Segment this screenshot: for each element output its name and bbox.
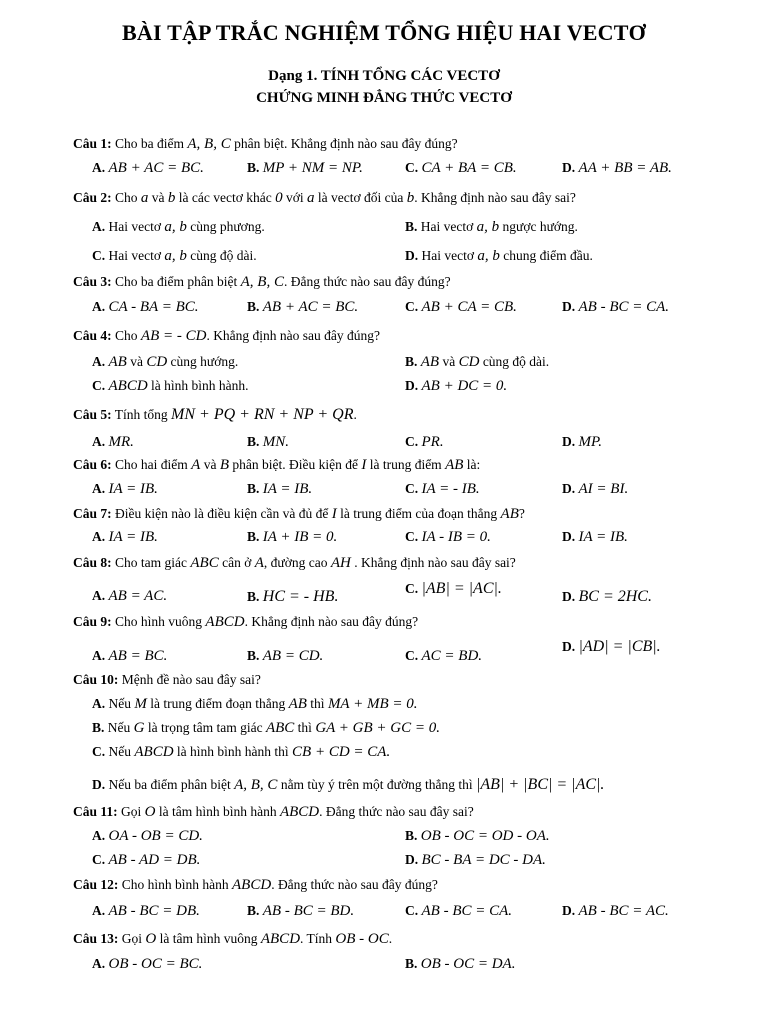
math-expression: IA = IB. <box>578 529 628 545</box>
option-letter: A. <box>92 696 106 711</box>
option-letter: D. <box>405 248 419 263</box>
question-label: Câu 3: <box>73 274 112 289</box>
option-letter: A. <box>92 828 106 843</box>
math-expression: OB - OC = BC. <box>108 956 203 972</box>
option-text: Hai vectơ <box>420 219 474 234</box>
option-text: thì <box>297 720 312 735</box>
question-text: phân biệt. Điều kiện để <box>232 457 358 472</box>
question-12-option-c <box>405 903 512 920</box>
question-2-option-b <box>405 219 578 236</box>
question-8-option-a <box>92 588 167 605</box>
option-text: cùng phương. <box>190 219 265 234</box>
question-12-option-b <box>247 903 354 920</box>
math-expression: M <box>134 696 147 712</box>
question-2-option-d <box>405 248 593 265</box>
question-text: . Đẳng thức nào sau đây sai? <box>319 804 474 819</box>
question-9-option-d <box>562 638 661 656</box>
question-text: Mệnh đề nào sau đây sai? <box>121 672 261 687</box>
math-expression: AB <box>445 457 464 473</box>
math-expression: CD <box>146 354 168 370</box>
question-8-option-c <box>405 580 502 598</box>
math-expression: |AD| = |CB|. <box>578 638 661 655</box>
question-text: . Khẳng định nào sau đây đúng? <box>244 614 419 629</box>
math-expression: AB + AC = BC. <box>262 299 359 315</box>
question-text: ? <box>518 506 525 521</box>
question-8 <box>73 555 516 572</box>
option-letter: A. <box>92 529 106 544</box>
option-text: Hai vectơ <box>108 219 161 234</box>
option-letter: D. <box>405 852 419 867</box>
question-text: Gọi <box>121 931 143 946</box>
math-expression: MP. <box>578 434 602 450</box>
question-9-option-c <box>405 648 482 665</box>
option-letter: C. <box>92 378 106 393</box>
question-4-option-a <box>92 354 238 371</box>
option-letter: B. <box>405 828 418 843</box>
question-10-option-c <box>92 744 390 761</box>
option-text: cùng độ dài. <box>190 248 257 263</box>
math-expression: AI = BI. <box>578 481 629 497</box>
option-text: Hai vectơ <box>421 248 474 263</box>
question-1-option-d <box>562 160 672 177</box>
question-label: Câu 8: <box>73 555 112 570</box>
math-expression: CB + CD = CA. <box>292 744 391 760</box>
question-6-option-a <box>92 481 158 498</box>
math-expression: a, b <box>164 219 187 235</box>
option-text: Nếu <box>108 696 131 711</box>
question-label: Câu 1: <box>73 136 112 151</box>
math-expression: b <box>406 190 415 206</box>
math-expression: I <box>361 457 367 473</box>
option-letter: C. <box>405 648 419 663</box>
question-6-option-b <box>247 481 312 498</box>
option-letter: C. <box>405 434 419 449</box>
math-expression: a, b <box>477 248 500 264</box>
question-label: Câu 10: <box>73 672 119 687</box>
option-letter: A. <box>92 160 106 175</box>
option-letter: B. <box>405 956 418 971</box>
math-expression: ABCD <box>205 614 245 630</box>
option-letter: C. <box>405 529 419 544</box>
question-6-option-c <box>405 481 480 498</box>
math-expression: PR. <box>421 434 444 450</box>
question-3-option-d <box>562 299 669 316</box>
option-letter: A. <box>92 354 106 369</box>
math-expression: AA + BB = AB. <box>578 160 672 176</box>
option-text: là trung điểm đoạn thẳng <box>150 696 286 711</box>
question-11 <box>73 804 474 821</box>
question-text: là tâm hình vuông <box>159 931 258 946</box>
math-expression: a, b <box>164 248 187 264</box>
question-4 <box>73 328 380 345</box>
question-text: Cho tam giác <box>115 555 187 570</box>
math-expression: AB <box>108 354 127 370</box>
question-9-option-a <box>92 648 167 665</box>
question-5-option-b <box>247 434 289 451</box>
option-text: cùng hướng. <box>170 354 239 369</box>
math-expression: A <box>191 457 201 473</box>
math-expression: B <box>219 457 229 473</box>
math-expression: OB - OC <box>335 931 389 947</box>
question-text: Cho hình bình hành <box>121 877 229 892</box>
section-subtitle-1: Dạng 1. TÍNH TỔNG CÁC VECTƠ <box>268 68 500 84</box>
math-expression: IA = IB. <box>108 529 158 545</box>
option-text: là hình bình hành thì <box>176 744 289 759</box>
math-expression: AB <box>288 696 307 712</box>
option-text: và <box>130 354 143 369</box>
math-expression: OB - OC = DA. <box>420 956 516 972</box>
math-expression: a <box>307 190 315 206</box>
option-letter: D. <box>92 777 106 792</box>
option-text: Nếu <box>108 744 131 759</box>
question-8-option-d <box>562 588 652 606</box>
question-9-option-b <box>247 648 323 665</box>
math-expression: MP + NM = NP. <box>262 160 363 176</box>
question-text: . Đẳng thức nào sau đây đúng? <box>271 877 438 892</box>
question-label: Câu 6: <box>73 457 112 472</box>
math-expression: A <box>254 555 264 571</box>
question-text: và <box>151 190 165 205</box>
math-expression: MN + PQ + RN + NP + QR <box>171 406 354 423</box>
math-expression: O <box>144 804 156 820</box>
question-7 <box>73 506 525 523</box>
question-text: , đường cao <box>263 555 328 570</box>
question-3-option-a <box>92 299 199 316</box>
math-expression: AB <box>500 506 519 522</box>
option-letter: B. <box>247 589 260 604</box>
option-letter: B. <box>405 354 418 369</box>
question-text: . Khẳng định nào sau đây đúng? <box>206 328 381 343</box>
option-letter: D. <box>562 529 576 544</box>
math-expression: IA = - IB. <box>421 481 480 497</box>
option-letter: A. <box>92 956 106 971</box>
option-text: thì <box>310 696 325 711</box>
question-3-option-b <box>247 299 358 316</box>
math-expression: BC = 2HC. <box>578 588 652 605</box>
option-letter: C. <box>405 160 419 175</box>
math-expression: CA - BA = BC. <box>108 299 199 315</box>
option-letter: D. <box>562 481 576 496</box>
math-expression: A, B, C <box>187 136 231 152</box>
math-expression: AB = - CD <box>140 328 207 344</box>
math-expression: a <box>140 190 149 206</box>
question-text: là tâm hình bình hành <box>158 804 277 819</box>
question-4-option-c <box>92 378 249 395</box>
option-letter: C. <box>405 903 419 918</box>
question-text: . Tính <box>300 931 333 946</box>
math-expression: AB - BC = CA. <box>578 299 670 315</box>
question-label: Câu 7: <box>73 506 112 521</box>
math-expression: A, B, C <box>240 274 284 290</box>
question-13 <box>73 931 392 948</box>
question-text: Cho ba điểm phân biệt <box>115 274 238 289</box>
question-text: phân biệt. Khẳng định nào sau đây đúng? <box>234 136 458 151</box>
question-1 <box>73 136 458 153</box>
option-text: nằm tùy ý trên một đường thẳng thì <box>280 777 473 792</box>
question-text: Cho <box>115 190 138 205</box>
option-letter: D. <box>562 903 576 918</box>
option-letter: C. <box>405 581 419 596</box>
question-text: là trung điểm <box>369 457 442 472</box>
question-text: với <box>285 190 304 205</box>
math-expression: GA + GB + GC = 0. <box>315 720 440 736</box>
question-text: Cho hai điểm <box>115 457 188 472</box>
math-expression: AB - BC = BD. <box>262 903 355 919</box>
math-expression: AB - BC = DB. <box>108 903 200 919</box>
question-2-option-a <box>92 219 265 236</box>
question-7-option-c <box>405 529 491 546</box>
question-10-option-b <box>92 720 440 737</box>
question-4-option-b <box>405 354 549 371</box>
question-13-option-a <box>92 956 202 973</box>
option-letter: B. <box>247 903 260 918</box>
question-12 <box>73 877 438 894</box>
question-11-option-d <box>405 852 546 869</box>
question-10-option-a <box>92 696 417 713</box>
question-label: Câu 13: <box>73 931 119 946</box>
math-expression: A, B, C <box>234 777 278 793</box>
option-letter: A. <box>92 299 106 314</box>
question-7-option-d <box>562 529 628 546</box>
page-title: BÀI TẬP TRẮC NGHIỆM TỔNG HIỆU HAI VECTƠ <box>122 20 646 45</box>
question-text: là vectơ đối của <box>317 190 404 205</box>
option-letter: B. <box>247 529 260 544</box>
option-text: Hai vectơ <box>108 248 161 263</box>
option-letter: A. <box>92 434 106 449</box>
question-3-option-c <box>405 299 517 316</box>
question-label: Câu 5: <box>73 407 112 422</box>
option-letter: C. <box>405 299 419 314</box>
math-expression: O <box>145 931 157 947</box>
option-letter: C. <box>92 852 106 867</box>
question-5 <box>73 406 357 424</box>
question-11-option-b <box>405 828 550 845</box>
question-10 <box>73 672 261 688</box>
math-expression: AB - BC = AC. <box>578 903 669 919</box>
math-expression: CD <box>458 354 480 370</box>
math-expression: b <box>167 190 176 206</box>
math-expression: MA + MB = 0. <box>327 696 418 712</box>
math-expression: MR. <box>108 434 134 450</box>
question-label: Câu 2: <box>73 190 112 205</box>
math-expression: 0 <box>275 190 283 206</box>
question-label: Câu 9: <box>73 614 112 629</box>
math-expression: a, b <box>476 219 500 235</box>
option-letter: B. <box>247 299 260 314</box>
option-letter: A. <box>92 648 106 663</box>
option-letter: D. <box>562 434 576 449</box>
question-1-option-a <box>92 160 204 177</box>
math-expression: IA + IB = 0. <box>262 529 338 545</box>
question-9 <box>73 614 418 631</box>
option-letter: B. <box>92 720 105 735</box>
math-expression: AB = BC. <box>108 648 168 664</box>
option-text: và <box>442 354 456 369</box>
math-expression: ABCD <box>134 744 174 760</box>
question-label: Câu 11: <box>73 804 118 819</box>
question-12-option-d <box>562 903 669 920</box>
question-text: Tính tổng <box>114 407 168 422</box>
math-expression: ABCD <box>279 804 320 820</box>
option-letter: B. <box>247 481 260 496</box>
math-expression: ABCD <box>232 877 272 893</box>
question-text: Cho <box>115 328 138 343</box>
math-expression: HC = - HB. <box>262 588 339 605</box>
question-label: Câu 4: <box>73 328 112 343</box>
option-letter: D. <box>562 639 576 654</box>
question-text: là các vectơ khác <box>178 190 272 205</box>
option-letter: C. <box>92 248 106 263</box>
math-expression: IA = IB. <box>108 481 158 497</box>
option-letter: D. <box>562 589 576 604</box>
question-6-option-d <box>562 481 628 498</box>
option-letter: A. <box>92 588 106 603</box>
question-text: Cho ba điểm <box>115 136 185 151</box>
option-text: là hình bình hành. <box>151 378 249 393</box>
question-text: . <box>388 931 393 946</box>
math-expression: IA - IB = 0. <box>421 529 491 545</box>
question-2 <box>73 190 576 207</box>
math-expression: |AB| = |AC|. <box>421 580 502 597</box>
option-text: Nếu ba điểm phân biệt <box>108 777 231 792</box>
option-letter: B. <box>247 648 260 663</box>
question-12-option-a <box>92 903 200 920</box>
section-subtitle-2: CHỨNG MINH ĐẲNG THỨC VECTƠ <box>256 90 512 106</box>
math-expression: AH <box>330 555 351 571</box>
option-letter: B. <box>405 219 418 234</box>
question-6 <box>73 457 480 474</box>
option-letter: C. <box>92 744 106 759</box>
math-expression: G <box>133 720 145 736</box>
math-expression: OB - OC = OD - OA. <box>420 828 550 844</box>
question-label: Câu 12: <box>73 877 119 892</box>
option-letter: D. <box>562 299 576 314</box>
math-expression: AB + DC = 0. <box>421 378 508 394</box>
math-expression: AB - BC = CA. <box>421 903 513 919</box>
math-expression: AB = AC. <box>108 588 168 604</box>
math-expression: |AB| + |BC| = |AC|. <box>476 776 605 793</box>
question-text: Điều kiện nào là điều kiện cần và đủ để <box>115 506 329 521</box>
math-expression: I <box>331 506 337 522</box>
question-7-option-a <box>92 529 158 546</box>
question-text: Gọi <box>121 804 142 819</box>
question-text: . Khẳng định nào sau đây sai? <box>354 555 516 570</box>
question-text: . <box>353 407 357 422</box>
math-expression: IA = IB. <box>262 481 313 497</box>
math-expression: AB + CA = CB. <box>421 299 517 315</box>
math-expression: CA + BA = CB. <box>421 160 517 176</box>
math-expression: ABC <box>190 555 219 571</box>
option-text: Nếu <box>107 720 131 735</box>
option-text: chung điểm đầu. <box>503 248 593 263</box>
question-text: cân ở <box>222 555 252 570</box>
question-4-option-d <box>405 378 507 395</box>
option-text: ngược hướng. <box>502 219 578 234</box>
option-letter: D. <box>562 160 576 175</box>
question-text: và <box>203 457 217 472</box>
option-letter: B. <box>247 434 260 449</box>
math-expression: AB + AC = BC. <box>108 160 204 176</box>
option-letter: B. <box>247 160 260 175</box>
math-expression: BC - BA = DC - DA. <box>421 852 546 868</box>
math-expression: AC = BD. <box>421 648 483 664</box>
math-expression: ABCD <box>260 931 301 947</box>
option-text: cùng độ dài. <box>482 354 550 369</box>
question-5-option-d <box>562 434 602 451</box>
question-5-option-a <box>92 434 134 451</box>
question-text: là: <box>466 457 481 472</box>
question-1-option-c <box>405 160 517 177</box>
math-expression: AB - AD = DB. <box>108 852 201 868</box>
question-11-option-c <box>92 852 200 869</box>
question-1-option-b <box>247 160 363 177</box>
option-letter: A. <box>92 903 106 918</box>
math-expression: OA - OB = CD. <box>108 828 203 844</box>
option-letter: C. <box>405 481 419 496</box>
math-expression: MN. <box>262 434 290 450</box>
question-5-option-c <box>405 434 444 451</box>
option-text: là trọng tâm tam giác <box>147 720 263 735</box>
question-text: Cho hình vuông <box>115 614 203 629</box>
question-text: . Khẳng định nào sau đây sai? <box>414 190 576 205</box>
option-letter: A. <box>92 481 106 496</box>
question-13-option-b <box>405 956 515 973</box>
math-expression: ABC <box>265 720 295 736</box>
option-letter: A. <box>92 219 106 234</box>
option-letter: D. <box>405 378 419 393</box>
math-expression: AB = CD. <box>262 648 324 664</box>
question-7-option-b <box>247 529 337 546</box>
question-text: . Đẳng thức nào sau đây đúng? <box>283 274 451 289</box>
question-10-option-d <box>92 776 604 794</box>
question-2-option-c <box>92 248 257 265</box>
question-8-option-b <box>247 588 338 606</box>
question-text: là trung điểm của đoạn thẳng <box>340 506 498 521</box>
question-3 <box>73 274 451 291</box>
question-11-option-a <box>92 828 203 845</box>
math-expression: AB <box>420 354 440 370</box>
math-expression: ABCD <box>108 378 148 394</box>
